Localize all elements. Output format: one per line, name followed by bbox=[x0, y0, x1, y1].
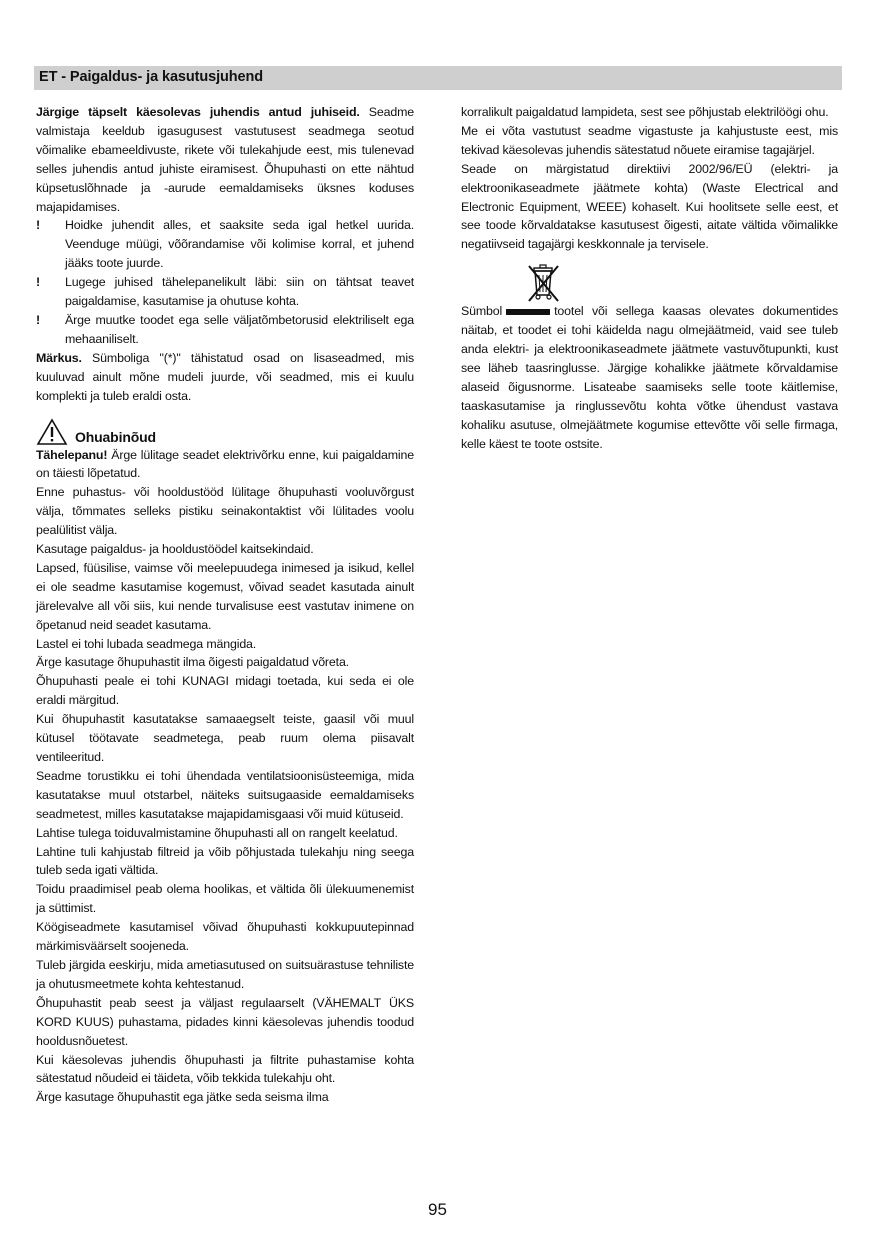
exclamation-mark: ! bbox=[36, 312, 40, 327]
symbol-paragraph bbox=[461, 302, 838, 453]
intro-bold: Järgige täpselt käesolevas juhendis antud juhiseid. bbox=[36, 105, 360, 119]
body-paragraph: Lahtine tuli kahjustab filtreid ja võib põhjustada tulekahju ning seega tuleb seda igati vältida. bbox=[36, 844, 414, 878]
body-paragraph: korralikult paigaldatud lampideta, sest see põhjustab elektrilöögi ohu. bbox=[461, 105, 829, 119]
warning-label: Tähelepanu! bbox=[36, 447, 108, 462]
warning-paragraph bbox=[36, 446, 414, 484]
note-paragraph bbox=[36, 349, 414, 406]
page-title: ET - Paigaldus- ja kasutusjuhend bbox=[39, 69, 264, 85]
list-item-text: Ärge muutke toodet ega selle väljatõmbetorusid elektriliselt ega mehaaniliselt. bbox=[65, 312, 414, 346]
note-text: Sümboliga "(*)" tähistatud osad on lisaseadmed, mis kuuluvad ainult mõne mudeli juurde, või seadmed, mis ei kuulu komplekti ja tuleb eraldi osta. bbox=[36, 350, 414, 403]
body-paragraph: Kasutage paigaldus- ja hooldustöödel kaitsekindaid. bbox=[36, 542, 314, 557]
body-paragraph: Lastel ei tohi lubada seadmega mängida. bbox=[36, 636, 257, 651]
list-item-text: Hoidke juhendit alles, et saaksite seda igal hetkel uurida. Veenduge müügi, võõrandamise või kolimise korral, et juhend jääks toote juurde. bbox=[65, 218, 414, 271]
safety-heading bbox=[36, 416, 414, 446]
list-item bbox=[36, 273, 414, 311]
symbol-text: tootel või sellega kaasas olevates dokumentides näitab, et toodet ei tohi käidelda nagu olmejäätmeid, vaid see tuleb anda elektri- ja elektroonikaseadmete jäätmete vastuvõtupunkti, kust see läheb taasringlusse. Järgige kohalikke jäätmete kõrvaldamise alaseid õigusnorme. Lisateabe saamiseks selle toote käitlemise, taaskasutamise ja ringlussevõtu kohta võtke ühendust vastava kohaliku asutuse, olmejäätmete kogumise ettevõtte või selle firmaga, kelle käest te toote ostsite. bbox=[461, 304, 838, 451]
weee-paragraph: Seade on märgistatud direktiivi 2002/96/EÜ (elektri- ja elektroonikaseadmete jäätmete kohta) (Waste Electrical and Electronic Equipment, WEEE) kohaselt. Kui hoolitsete selle eest, et see toode kõrvaldatakse kasutusest õigesti, aitate vältida võimalikke negatiivseid tagajärgi keskkonnale ja tervisele. bbox=[461, 161, 838, 252]
exclamation-mark: ! bbox=[36, 275, 40, 290]
weee-symbol-row bbox=[461, 254, 838, 302]
body-paragraph: Me ei võta vastutust seadme vigastuste ja kahjustuste eest, mis tekivad käesolevas juhendis sätestatud nõuete eiramise tagajärjel. bbox=[461, 123, 838, 157]
body-paragraph: Ärge kasutage õhupuhastit ilma õigesti paigaldatud võreta. bbox=[36, 655, 349, 670]
warning-triangle-icon bbox=[36, 418, 68, 446]
body-paragraph: Õhupuhastit peab seest ja väljast regulaarselt (VÄHEMALT ÜKS KORD KUUS) puhastama, pidades kinni käesolevas juhendis toodud hooldusnõuetest. bbox=[36, 995, 414, 1048]
note-label: Märkus. bbox=[36, 350, 82, 365]
exclamation-mark: ! bbox=[36, 218, 40, 233]
intro-text: Seadme valmistaja keeldub igasugusest vastutusest seadmega seotud võimalike ebameeldivuste, rikete või tulekahjude eest, mis tulenevad selles juhendis antud juhiste eiramisest. Õhupuhasti on ette nähtud küpsetuslõhnade ja -aurude eemaldamiseks üksnes koduses majapidamises. bbox=[36, 105, 415, 214]
body-paragraph: Seadme torustikku ei tohi ühendada ventilatsioonisüsteemiga, mida kasutatakse muul otstarbel, näiteks suitsugaaside eemaldamiseks seadmetest, milles kasutatakse majapidamisgaasi või muid kütuseid. bbox=[36, 768, 414, 821]
list-item bbox=[36, 311, 414, 349]
symbol-word: Sümbol bbox=[461, 304, 503, 319]
body-paragraph: Toidu praadimisel peab olema hoolikas, et vältida õli ülekuumenemist ja süttimist. bbox=[36, 882, 414, 916]
intro-paragraph bbox=[36, 103, 414, 216]
body-paragraph: Köögiseadmete kasutamisel võivad õhupuhasti kokkupuutepinnad märkimisväärselt soojeneda. bbox=[36, 920, 414, 954]
body-paragraph: Ärge kasutage õhupuhastit ega jätke seda seisma ilma bbox=[36, 1090, 329, 1105]
list-item-text: Lugege juhised tähelepanelikult läbi: siin on tähtsat teavet paigaldamise, kasutamise ja ohutuse kohta. bbox=[65, 275, 414, 309]
left-column bbox=[36, 103, 414, 1107]
crossed-out-bin-icon bbox=[524, 262, 564, 304]
body-paragraph: Lahtise tulega toiduvalmistamine õhupuhasti all on rangelt keelatud. bbox=[36, 825, 398, 840]
body-paragraph: Tuleb järgida eeskirju, mida ametiasutused on suitsuärastuse tehniliste ja ohutusmeetmete kohta kehtestanud. bbox=[36, 957, 414, 991]
section-title: Ohuabinõud bbox=[75, 428, 156, 445]
page-number: 95 bbox=[428, 1200, 447, 1219]
body-paragraph: Õhupuhasti peale ei tohi KUNAGI midagi toetada, kui seda ei ole eraldi märgitud. bbox=[36, 674, 414, 708]
body-paragraph: Kui õhupuhastit kasutatakse samaaegselt teiste, gaasil või muul kütusel töötavate seadmetega, peab ruum olema piisavalt ventileeritud. bbox=[36, 712, 414, 764]
right-column bbox=[461, 103, 838, 454]
body-paragraph: Lapsed, füüsilise, vaimse või meelepuudega inimesed ja isikud, kellel ei ole seadme kasutamise kogemust, võivad seadet kasutada ainult järelevalve all või siis, kui nende turvalisuse eest vastutav inimene on õpetanud neid seadet kasutama. bbox=[36, 560, 414, 632]
body-paragraph: Kui käesolevas juhendis õhupuhasti ja filtrite puhastamise kohta sätestatud nõudeid ei täideta, võib tekkida tulekahju oht. bbox=[36, 1052, 414, 1086]
section-header-bar bbox=[34, 66, 842, 90]
warning-text: Ärge lülitage seadet elektrivõrku enne, kui paigaldamine on täiesti lõpetatud. bbox=[36, 447, 414, 481]
list-item bbox=[36, 216, 414, 273]
body-paragraph: Enne puhastus- või hooldustööd lülitage õhupuhasti vooluvõrgust välja, tõmmates selleks pistiku seinakontaktist või lülitades voolu pealülitist välja. bbox=[36, 485, 414, 538]
black-bar-symbol-icon bbox=[506, 309, 550, 315]
